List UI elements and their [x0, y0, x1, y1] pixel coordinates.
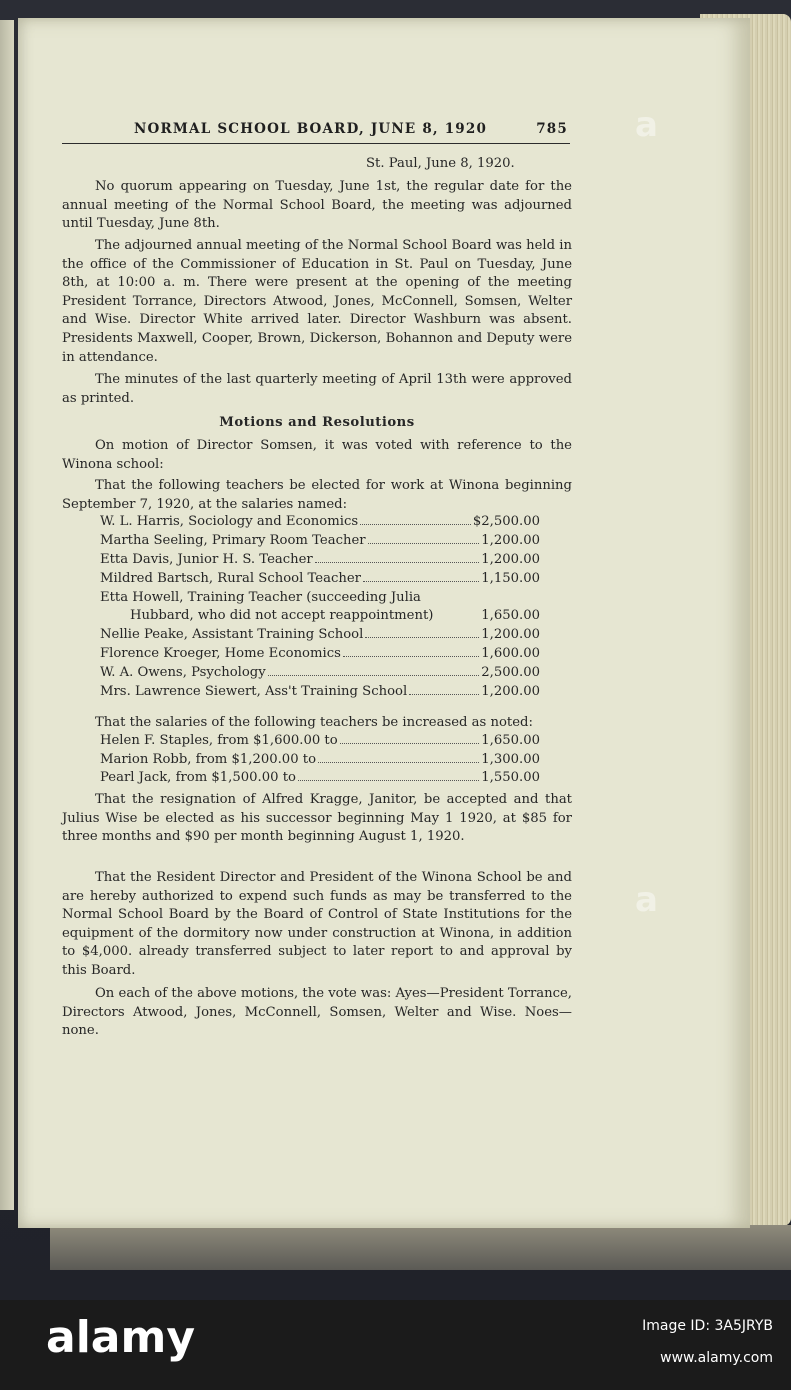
dateline: St. Paul, June 8, 1920. [366, 156, 515, 171]
brand-logo: alamy [46, 1312, 195, 1363]
salary-row: Martha Seeling, Primary Room Teacher 1,200.00 [100, 533, 540, 548]
book-cover-bottom [50, 1225, 791, 1270]
salary-row: Nellie Peake, Assistant Training School 1,200.00 [100, 627, 540, 642]
salary-row: Mildred Bartsch, Rural School Teacher 1,150.00 [100, 571, 540, 586]
increase-row: Helen F. Staples, from $1,600.00 to 1,650.00 [100, 733, 540, 748]
salary-row: Etta Howell, Training Teacher (succeeding Julia [100, 590, 421, 605]
paragraph-election: That the following teachers be elected for work at Winona beginning September 7, 1920, at the salaries named: [62, 478, 572, 512]
salary-row: Hubbard, who did not accept reappointment) 1,650.00 [130, 608, 540, 623]
paragraph-vote: On each of the above motions, the vote was: Ayes—President Torrance, Directors Atwood, Jones, McConnell, Somsen, Welter and Wise. Noes—none. [62, 986, 572, 1039]
page-number: 785 [536, 121, 568, 137]
paragraph-increases: That the salaries of the following teachers be increased as noted: [95, 715, 533, 730]
header-title: NORMAL SCHOOL BOARD, JUNE 8, 1920 [134, 121, 488, 137]
paragraph-quorum: No quorum appearing on Tuesday, June 1st, the regular date for the annual meeting of the Normal School Board, the meeting was adjourned until Tuesday, June 8th. [62, 179, 572, 232]
section-heading: Motions and Resolutions [219, 415, 415, 430]
salary-row: W. A. Owens, Psychology 2,500.00 [100, 665, 540, 680]
increase-row: Pearl Jack, from $1,500.00 to 1,550.00 [100, 770, 540, 785]
paragraph-meeting: The adjourned annual meeting of the Normal School Board was held in the office of the Commissioner of Education in St. Paul on Tuesday, June 8th, at 10:00 a. m. There were present at the opening of the meeting President Torrance, Directors Atwood, Jones, McConnell, Somsen, Welter and Wise. Director White arrived later. Director Washburn was absent. Presidents Maxwell, Cooper, Brown, Dickerson, Bohannon and Deputy were in attendance. [62, 238, 572, 365]
image-id: Image ID: 3A5JRYB [642, 1318, 773, 1334]
paragraph-funds: That the Resident Director and President of the Winona School be and are hereby authorized to expend such funds as may be transferred to the Normal School Board by the Board of Control of State Institutions for the equipment of the dormitory now under construction at Winona, in addition to $4,000. already transferred subject to later report to and approval by this Board. [62, 870, 572, 978]
increase-row: Marion Robb, from $1,200.00 to 1,300.00 [100, 752, 540, 767]
salary-row: W. L. Harris, Sociology and Economics $2,500.00 [100, 514, 540, 529]
paragraph-motion: On motion of Director Somsen, it was voted with reference to the Winona school: [62, 438, 572, 472]
paragraph-resignation: That the resignation of Alfred Kragge, Janitor, be accepted and that Julius Wise be elected as his successor beginning May 1 1920, at $85 for three months and $90 per month beginning August 1, 1920. [62, 792, 572, 845]
salary-row: Etta Davis, Junior H. S. Teacher 1,200.00 [100, 552, 540, 567]
site-url: www.alamy.com [660, 1350, 773, 1366]
salary-row: Florence Kroeger, Home Economics 1,600.00 [100, 646, 540, 661]
watermark: a [635, 880, 658, 920]
watermark: a [635, 105, 658, 145]
paragraph-minutes: The minutes of the last quarterly meeting of April 13th were approved as printed. [62, 372, 572, 406]
salary-row: Mrs. Lawrence Siewert, Ass't Training School 1,200.00 [100, 684, 540, 699]
